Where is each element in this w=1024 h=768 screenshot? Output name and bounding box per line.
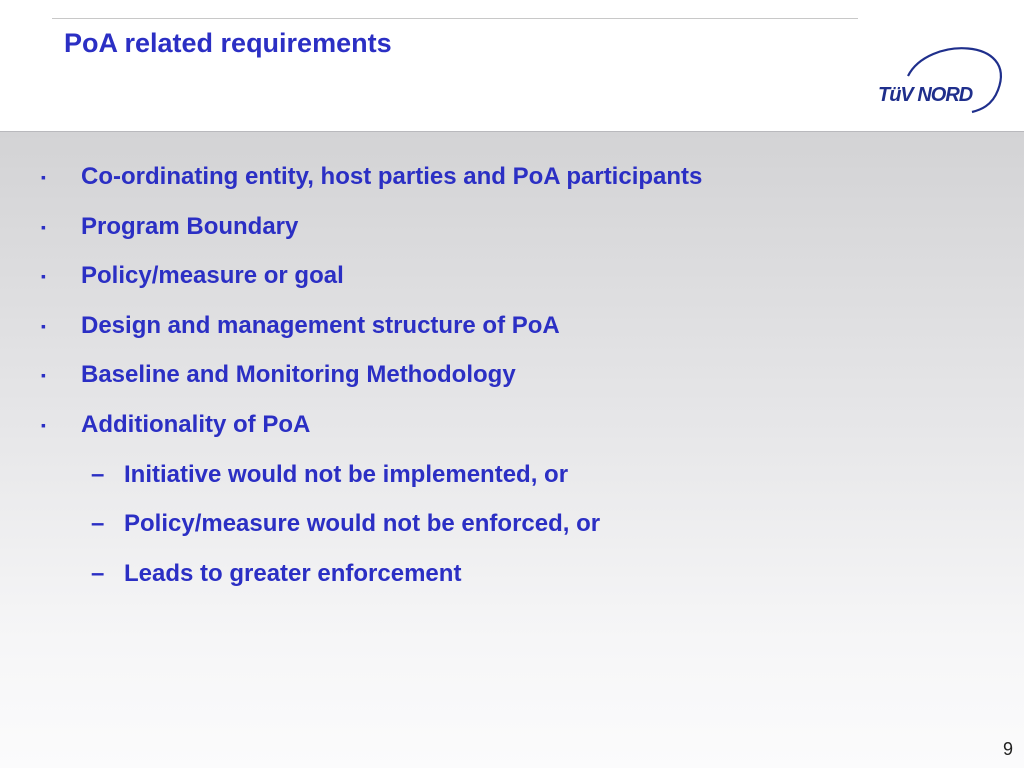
dash-bullet-icon: –: [91, 559, 105, 587]
bullet-text: Policy/measure or goal: [81, 262, 344, 290]
square-bullet-icon: ▪: [41, 169, 46, 185]
logo-wordmark: TüV NORD: [878, 84, 973, 106]
slide-content: [0, 131, 1024, 768]
bullet-text: Baseline and Monitoring Methodology: [81, 361, 516, 389]
bullet-text: Program Boundary: [81, 212, 299, 240]
square-bullet-icon: ▪: [41, 268, 46, 285]
bullet-text: Design and management structure of PoA: [81, 311, 560, 339]
sub-bullet-text: Leads to greater enforcement: [124, 559, 462, 587]
bullet-text: Additionality of PoA: [81, 410, 311, 438]
square-bullet-icon: ▪: [41, 367, 46, 384]
dash-bullet-icon: –: [91, 460, 105, 488]
page-number: 9: [1002, 739, 1013, 759]
tuv-nord-logo: [868, 42, 1008, 132]
square-bullet-icon: ▪: [41, 317, 46, 334]
dash-bullet-icon: –: [91, 510, 105, 538]
sub-bullet-text: Initiative would not be implemented, or: [124, 460, 569, 488]
square-bullet-icon: ▪: [41, 416, 46, 433]
bullet-text: Co-ordinating entity, host parties and PoA participants: [81, 163, 703, 190]
square-bullet-icon: ▪: [41, 218, 46, 235]
slide-header: [0, 0, 1024, 131]
sub-bullet-text: Policy/measure would not be enforced, or: [124, 510, 601, 538]
header-divider: [52, 18, 858, 19]
slide-title: PoA related requirements: [64, 28, 392, 58]
